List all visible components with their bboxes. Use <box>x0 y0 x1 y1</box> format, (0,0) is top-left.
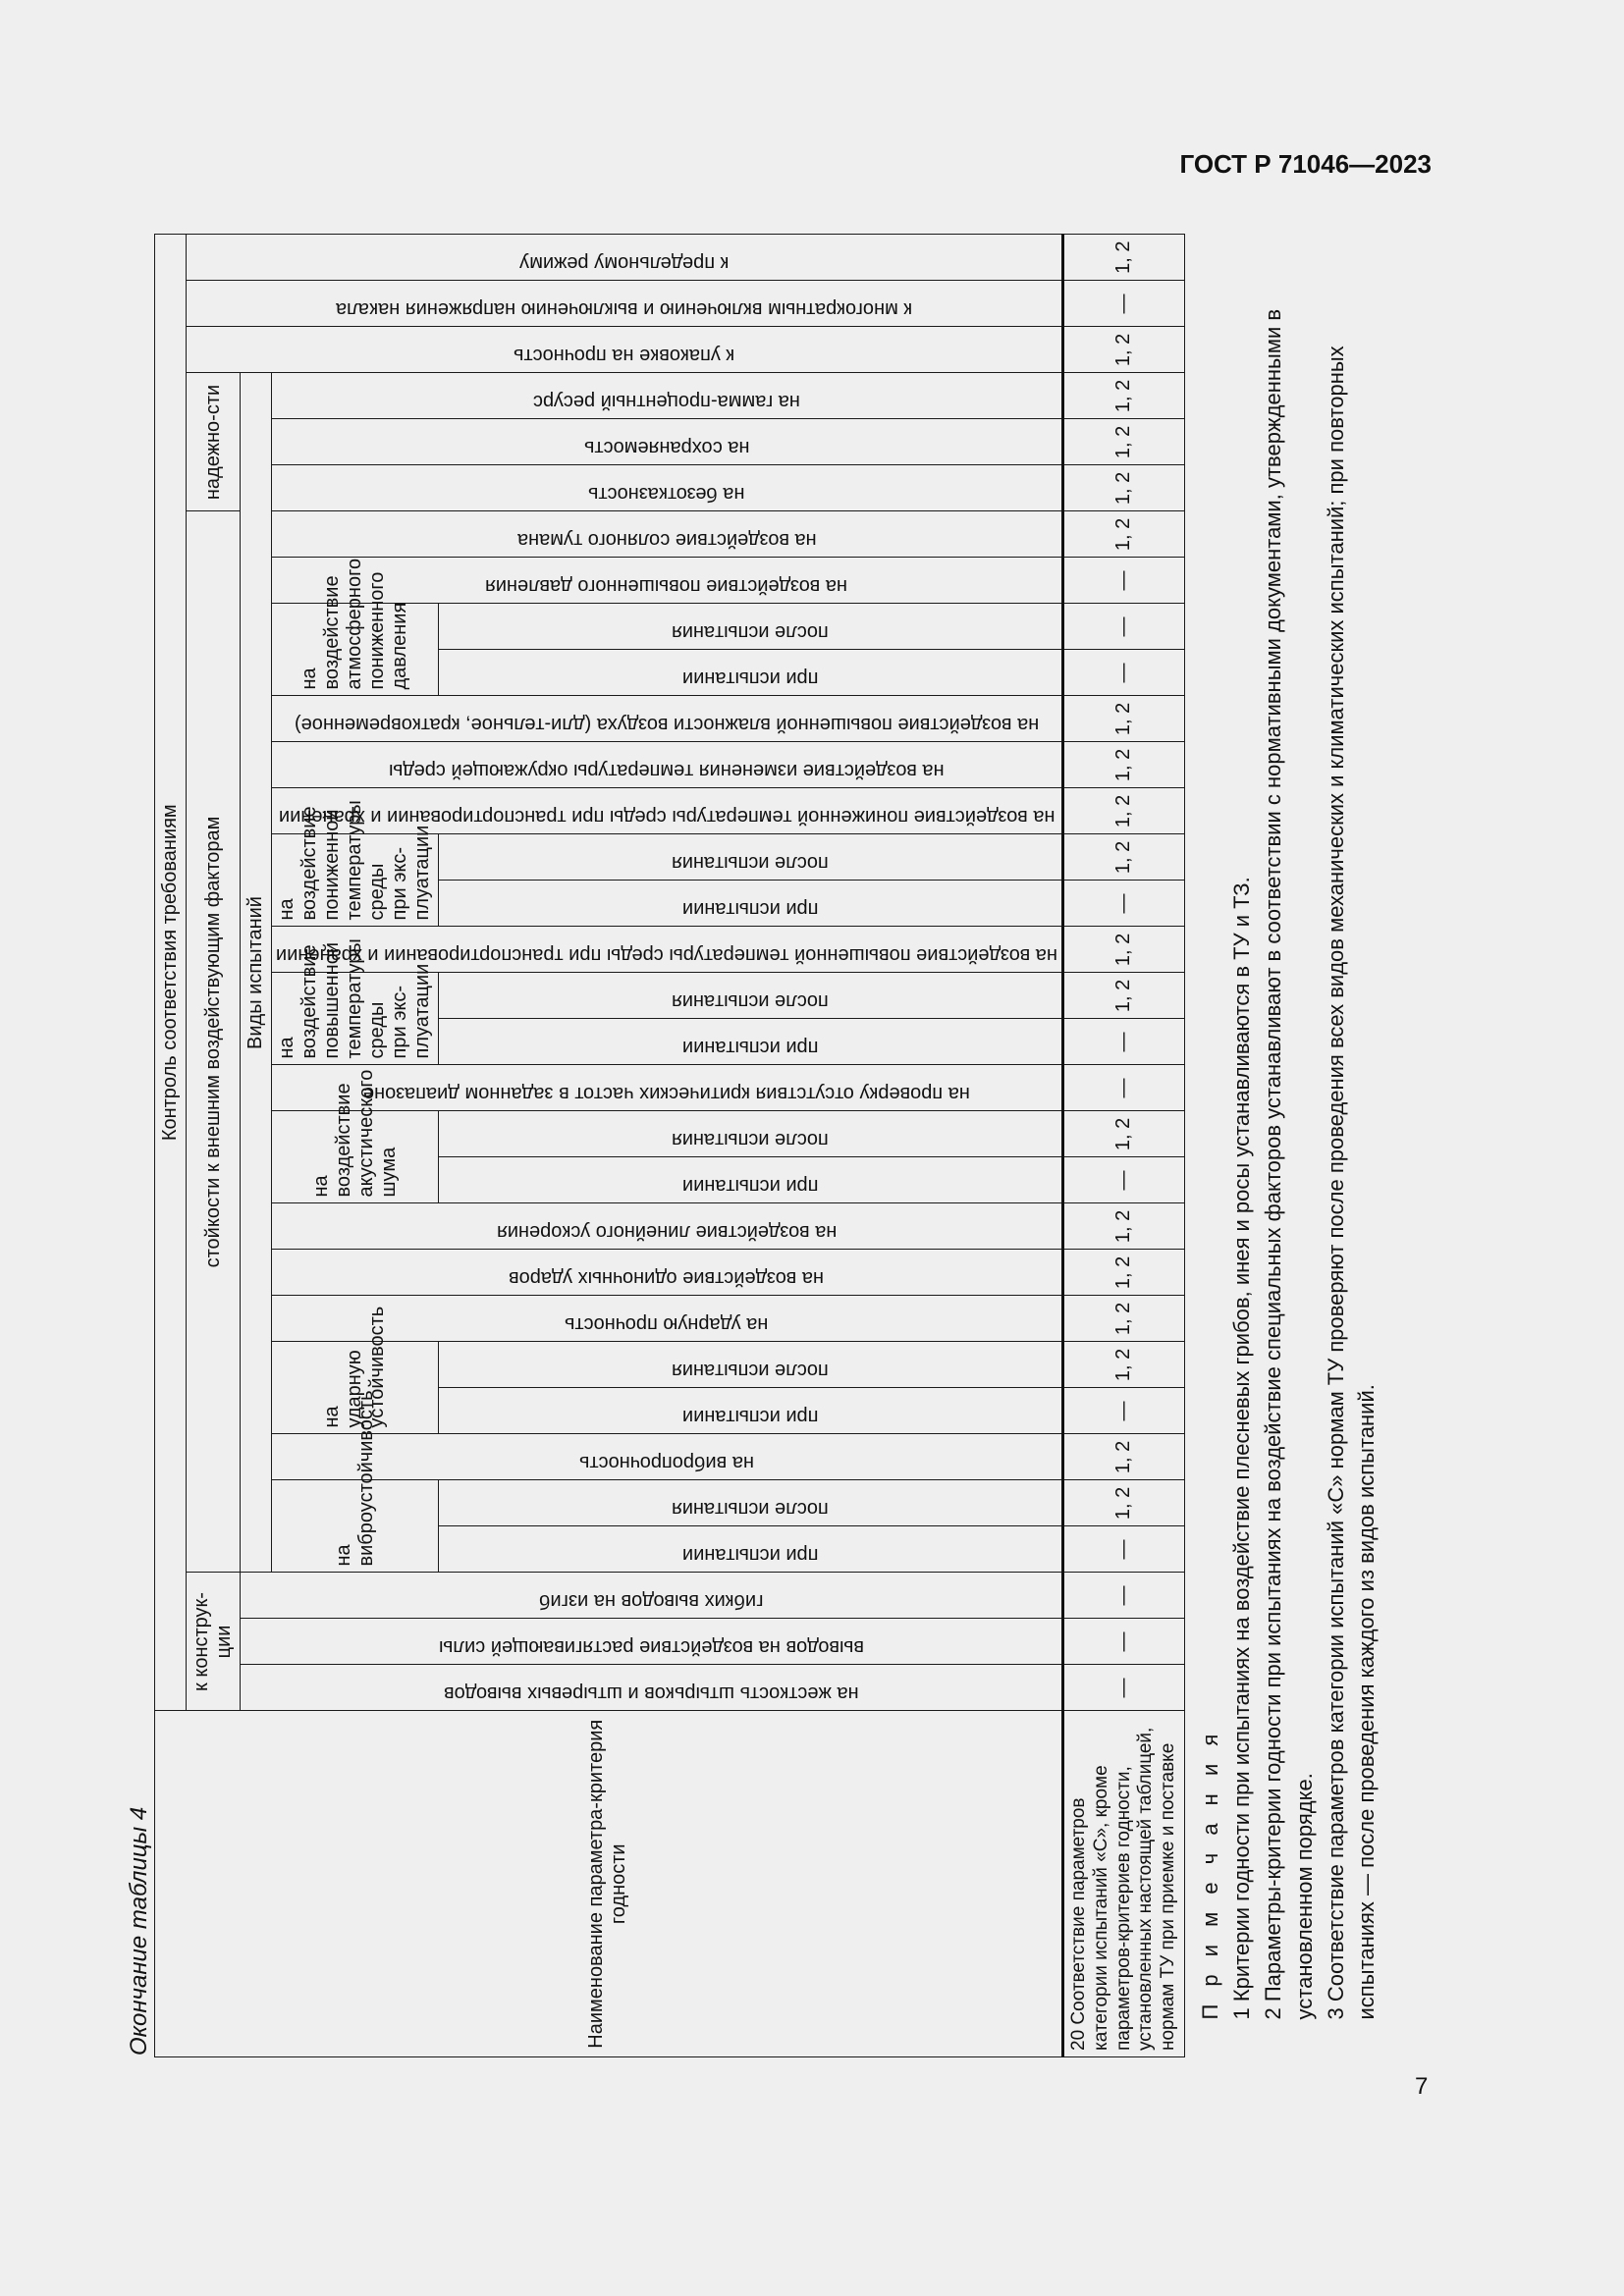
subcol-vib-after: после испытания <box>439 1480 1063 1526</box>
subcol-pressure-after: после испытания <box>439 604 1063 650</box>
cell: — <box>1062 604 1184 650</box>
cell: 1, 2 <box>1062 419 1184 465</box>
cell: 1, 2 <box>1062 511 1184 558</box>
cell: 1, 2 <box>1062 1434 1184 1480</box>
cell: 1, 2 <box>1062 1342 1184 1388</box>
group-reliability-header: надежно-сти <box>187 373 241 511</box>
cell: — <box>1062 1065 1184 1111</box>
col-temp-change: на воздействие изменения температуры окружающей среды <box>272 742 1063 788</box>
cell: 1, 2 <box>1062 1480 1184 1526</box>
cell: — <box>1062 558 1184 604</box>
col-high-pressure: на воздействие повышенного давления <box>272 558 1063 604</box>
cell: 1, 2 <box>1062 973 1184 1019</box>
cell: — <box>1062 1665 1184 1711</box>
cell: 1, 2 <box>1062 327 1184 373</box>
col-high-temp-storage: на воздействие повышенной температуры среды при транспортировании и хранении <box>272 927 1063 973</box>
subcol-noise-during: при испытании <box>439 1157 1063 1203</box>
col-shock-stability: на ударную устойчивость <box>272 1342 439 1434</box>
col-vibration-strength: на вибропрочность <box>272 1434 1063 1480</box>
note-1: 1 Критерии годности при испытаниях на воздействие плесневых грибов, инея и росы устанавливаются в ТУ и ТЗ. <box>1228 877 1254 2020</box>
col-salt-fog: на воздействие соляного тумана <box>272 511 1063 558</box>
col-packaging: к упаковке на прочность <box>187 327 1063 373</box>
subcol-hightemp-during: при испытании <box>439 1019 1063 1065</box>
col-acoustic-noise: на воздействие акустического шума <box>272 1111 439 1203</box>
cell: 1, 2 <box>1062 834 1184 881</box>
col-tensile-force: выводов на воздействие растягивающей силы <box>241 1619 1063 1665</box>
col-humidity: на воздействие повышенной влажности воздуха (дли-тельное, кратковременное) <box>272 696 1063 742</box>
page-number: 7 <box>1415 2073 1429 2100</box>
group-construction-header: к конструк-ции <box>187 1573 241 1711</box>
subcol-hightemp-after: после испытания <box>439 973 1063 1019</box>
cell: 1, 2 <box>1062 1203 1184 1250</box>
group-top-header: Контроль соответствия требованиям <box>155 235 187 1711</box>
cell: 1, 2 <box>1062 1250 1184 1296</box>
col-single-shocks: на воздействие одиночных ударов <box>272 1250 1063 1296</box>
cell: 1, 2 <box>1062 742 1184 788</box>
note-3: 3 Соответствие параметров категории испытаний «С» нормам ТУ проверяют после проведения всех видов механических и климатических испытаний; при повторных испытаниях — после проведения каждого из видов испытаний. <box>1323 346 1380 2020</box>
cell: — <box>1062 650 1184 696</box>
cell: 1, 2 <box>1062 696 1184 742</box>
table-row <box>1062 235 1184 2057</box>
rotated-table-container <box>154 234 1380 2057</box>
cell: — <box>1062 281 1184 327</box>
cell: 1, 2 <box>1062 373 1184 419</box>
col-low-pressure: на воздействие атмосферного пониженного давления <box>272 604 439 696</box>
col-low-temp-operation: на воздействие пониженной температуры среды при экс-плуатации <box>272 834 439 927</box>
cell: — <box>1062 1526 1184 1573</box>
table-caption: Окончание таблицы 4 <box>126 1806 152 2056</box>
col-low-temp-storage: на воздействие пониженной температуры среды при транспортировании и хранении <box>272 788 1063 834</box>
cell: 1, 2 <box>1062 927 1184 973</box>
requirements-table <box>154 234 1386 2057</box>
cell: — <box>1062 1157 1184 1203</box>
cell: 1, 2 <box>1062 1111 1184 1157</box>
cell: 1, 2 <box>1062 465 1184 511</box>
subcol-shock-during: при испытании <box>439 1388 1063 1434</box>
col-lead-bending: гибких выводов на изгиб <box>241 1573 1063 1619</box>
cell: — <box>1062 1388 1184 1434</box>
subcol-noise-after: после испытания <box>439 1111 1063 1157</box>
cell: — <box>1062 1619 1184 1665</box>
notes-title: П р и м е ч а н и я <box>1197 1728 1222 2020</box>
note-2: 2 Параметры-критерии годности при испытаниях на воздействие специальных факторов устанавливают в соответствии с нормативными документами, утвержденными в установленном порядке. <box>1260 308 1317 2020</box>
col-shock-strength: на ударную прочность <box>272 1296 1063 1342</box>
row-label: 20 Соответствие параметров категории испытаний «С», кроме параметров-критериев годности, установленных настоящей таблицей, нормам ТУ при приемке и поставке <box>1062 1711 1184 2057</box>
col-high-temp-operation: на воздействие повышенной температуры среды при экс-плуатации <box>272 973 439 1065</box>
param-name-header: Наименование параметра-критерия годности <box>155 1711 1063 2057</box>
subcol-lowtemp-after: после испытания <box>439 834 1063 881</box>
subcol-lowtemp-during: при испытании <box>439 881 1063 927</box>
col-pin-rigidity: на жесткость штырьков и штыревых выводов <box>241 1665 1063 1711</box>
col-vibration-stability: на виброустойчивость <box>272 1480 439 1573</box>
col-critical-frequencies: на проверку отсутствия критических частот в заданном диапазоне <box>272 1065 1063 1111</box>
col-storability: на сохраняемость <box>272 419 1063 465</box>
col-linear-acceleration: на воздействие линейного ускорения <box>272 1203 1063 1250</box>
subcol-vib-during: при испытании <box>439 1526 1063 1573</box>
col-failure-free: на безотказность <box>272 465 1063 511</box>
cell: — <box>1062 1019 1184 1065</box>
cell: — <box>1062 1573 1184 1619</box>
cell: 1, 2 <box>1062 1296 1184 1342</box>
subcol-pressure-during: при испытании <box>439 650 1063 696</box>
subcol-shock-after: после испытания <box>439 1342 1063 1388</box>
cell: 1, 2 <box>1062 235 1184 281</box>
notes-block <box>1184 235 1386 2057</box>
col-multiple-switching: к многократным включению и выключению напряжения накала <box>187 281 1063 327</box>
test-types-header: Виды испытаний <box>241 373 272 1573</box>
group-resistance-header: стойкости к внешним воздействующим факторам <box>187 511 241 1573</box>
cell: 1, 2 <box>1062 788 1184 834</box>
notes-row <box>1184 235 1386 2057</box>
standard-code: ГОСТ Р 71046—2023 <box>1179 149 1432 179</box>
cell: — <box>1062 881 1184 927</box>
col-limit-mode: к предельному режиму <box>187 235 1063 281</box>
col-gamma-resource: на гамма-процентный ресурс <box>272 373 1063 419</box>
